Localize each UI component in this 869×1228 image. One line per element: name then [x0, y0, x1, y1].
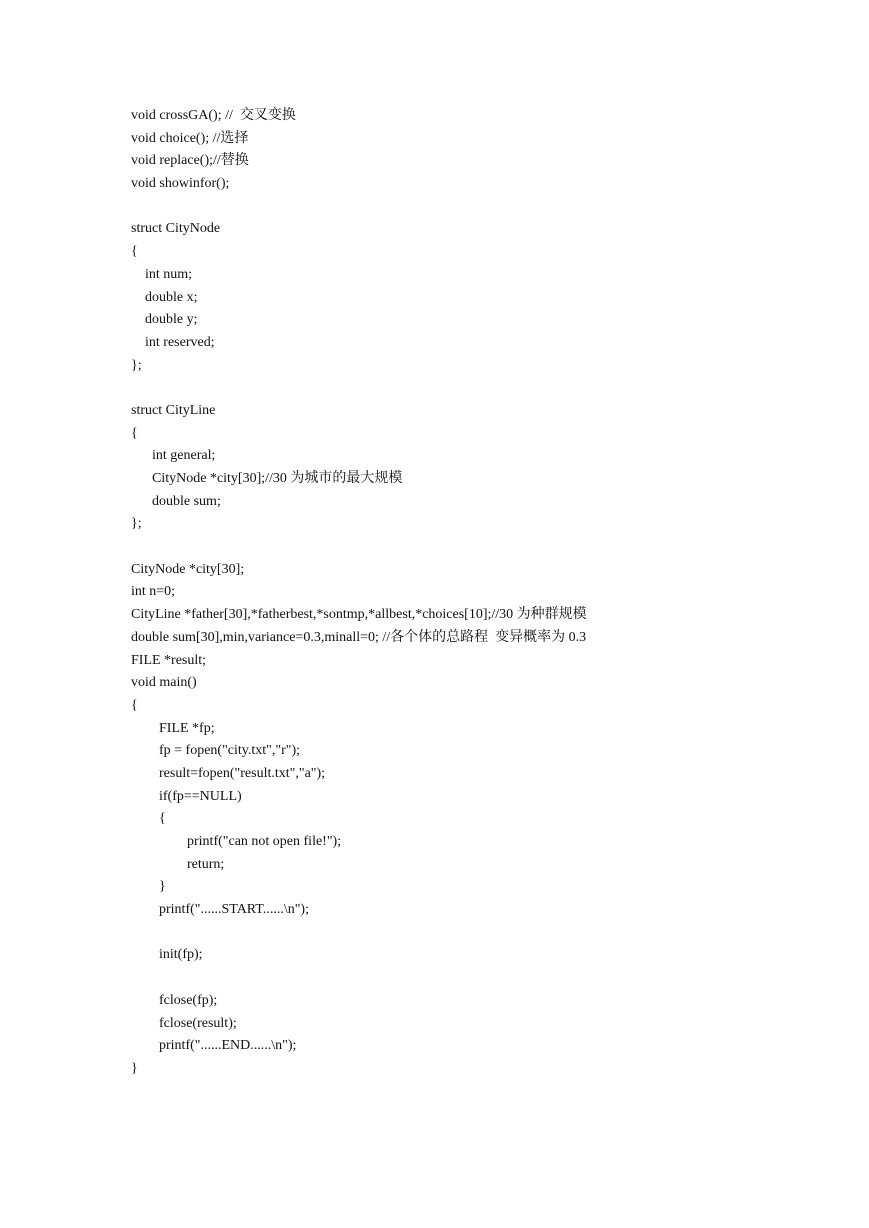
code-line: fp = fopen("city.txt","r"); [131, 743, 301, 759]
code-line: double sum[30],min,variance=0.3,minall=0; //各个体的总路程 变异概率为 0.3 [131, 629, 587, 645]
blank-line [131, 377, 587, 400]
code-line: result=fopen("result.txt","a"); [131, 765, 326, 781]
code-line: void replace();//替换 [131, 153, 249, 169]
code-line: FILE *fp; [131, 720, 215, 736]
code-line: CityLine *father[30],*fatherbest,*sontmp,*allbest,*choices[10];//30 为种群规模 [131, 607, 587, 623]
code-line: printf("......END......\n"); [131, 1038, 297, 1054]
code-line: int reserved; [131, 334, 215, 350]
code-line: printf("can not open file!"); [131, 834, 342, 849]
code-line: int n=0; [131, 584, 176, 600]
code-line: init(fp); [131, 947, 203, 963]
code-line: return; [131, 856, 225, 872]
code-line: fclose(fp); [131, 992, 218, 1008]
blank-line [131, 536, 587, 559]
code-line: { [131, 244, 138, 260]
code-line: } [131, 879, 166, 895]
code-line: FILE *result; [131, 652, 207, 668]
code-line: void showinfor(); [131, 176, 230, 192]
code-listing [131, 105, 587, 1081]
code-line: double x; [131, 289, 198, 305]
code-line: printf("......START......\n"); [131, 902, 309, 918]
code-line: }; [131, 516, 142, 532]
code-line: int general; [131, 448, 216, 464]
code-line: void choice(); //选择 [131, 130, 249, 146]
code-line: CityNode *city[30]; [131, 561, 245, 577]
code-line: double sum; [131, 493, 221, 509]
blank-line [131, 967, 587, 990]
code-line: if(fp==NULL) [131, 788, 242, 804]
code-line: { [131, 425, 138, 441]
code-line: void main() [131, 675, 197, 691]
code-line: struct CityLine [131, 402, 216, 418]
code-line: struct CityNode [131, 221, 221, 237]
blank-line [131, 196, 587, 219]
code-line: double y; [131, 312, 198, 328]
code-line: int num; [131, 266, 193, 282]
code-line: }; [131, 357, 142, 373]
blank-line [131, 922, 587, 945]
code-line: } [131, 1060, 138, 1076]
code-line: fclose(result); [131, 1015, 237, 1031]
code-line: { [131, 697, 138, 713]
code-line: void crossGA(); // 交叉变换 [131, 108, 296, 123]
code-line: { [131, 811, 166, 827]
code-line: CityNode *city[30];//30 为城市的最大规模 [131, 471, 403, 486]
